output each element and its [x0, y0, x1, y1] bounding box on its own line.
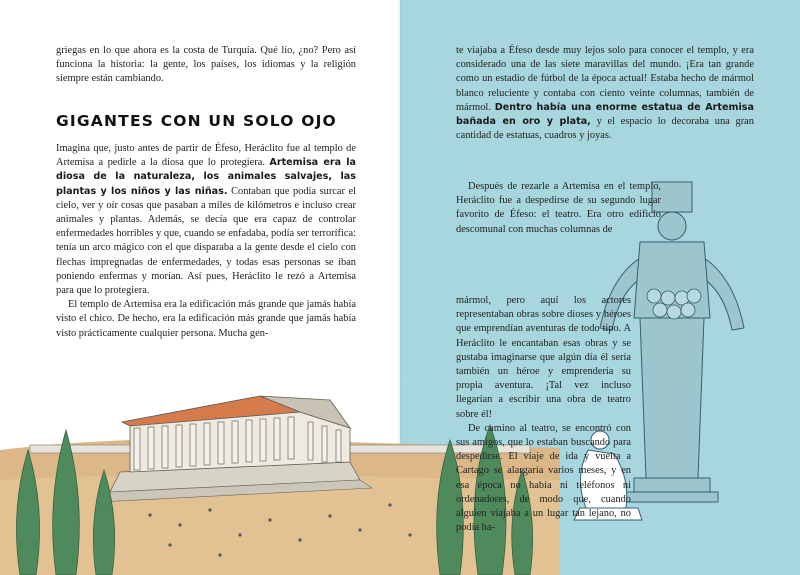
- right-paragraph-2b: mármol, pero aquí los actores representaban obras sobre dioses y héroes que emprendían aventuras de todo tipo. A Heráclito le encantaban esas obras y se gustaba imaginarse que algún día él sería también un héroe y emprendería su propia aventura. ¡Tal vez incluso llegarían a escribir una obra de teatro sobre él!: [456, 295, 631, 420]
- right-p1-text-b: y el espacio lo decoraba una gran cantidad de estatuas, cuadros y joyas.: [456, 116, 754, 142]
- left-p1-text-a: Imagina que, justo antes de partir de Éfeso, Heráclito fue al templo de Artemisa a pedirle a la diosa que lo protegiera.: [56, 143, 356, 169]
- left-paragraph-1: [56, 142, 356, 298]
- right-paragraph-2a: Después de rezarle a Artemisa en el templo, Heráclito fue a despedirse de su segundo lugar favorito de Éfeso: el teatro. Era otro edificio descomunal con muchas columnas de: [456, 181, 661, 235]
- left-main-text: [56, 142, 356, 341]
- left-p1-highlight: Artemisa era la diosa de la naturaleza, los animales salvajes, las plantas y los niños y las niñas.: [56, 157, 356, 197]
- right-wrapped-text-2: [456, 294, 631, 535]
- left-p1-text-b: Contaban que podía surcar el cielo, ver y oír cosas que pasaban a miles de kilómetros e incluso crear animales y plantas. Además, se decía que era capaz de controlar enfermedades horribles y que, cuando se enfadaba, podía ser terrorífica: tenía un arco mágico con el que disparaba a la gente desde el cielo con flechas impregnadas de enfermedades, y todas esas personas se iban poniendo enfermas y morían. Así pues, Heráclito le rezó a Artemisa para que lo protegiera.: [56, 185, 356, 297]
- right-p1-text-a: te viajaba a Éfeso desde muy lejos solo para conocer el templo, y era considerado una de las siete maravillas del mundo. ¡Era tan grande como un estadio de fútbol de la época actual! Estaba hecho de mármol blanco reluciente y contaba con ciento veinte columnas, también de mármol.: [456, 45, 754, 113]
- right-p1-highlight: Dentro había una enorme estatua de Artemisa bañada en oro y plata,: [456, 101, 754, 128]
- right-paragraph-3: De camino al teatro, se encontró con sus amigos, que lo estaban buscando para despedirse. El viaje de ida y vuelta a Cartago se alargaría varios meses, y en esa época no había ni teléfonos ni ordenadores, de modo que, cuando alguien viajaba a un lugar tan lejano, no podía ha-: [456, 422, 631, 534]
- section-heading: GIGANTES CON UN SOLO OJO: [56, 112, 337, 130]
- left-intro-paragraph: griegas en lo que ahora es la costa de Turquía. Qué lío, ¿no? Pero así funciona la historia: la gente, los países, los idiomas y la religión siempre están cambiando.: [56, 45, 356, 85]
- left-paragraph-2: El templo de Artemisa era la edificación más grande que jamás había visto el chico. De hecho, era la edificación más grande que jamás había visto prácticamente cualquier persona. Mucha gen-: [56, 299, 356, 339]
- right-paragraph-1: [456, 44, 754, 143]
- right-wrapped-text: [456, 180, 661, 237]
